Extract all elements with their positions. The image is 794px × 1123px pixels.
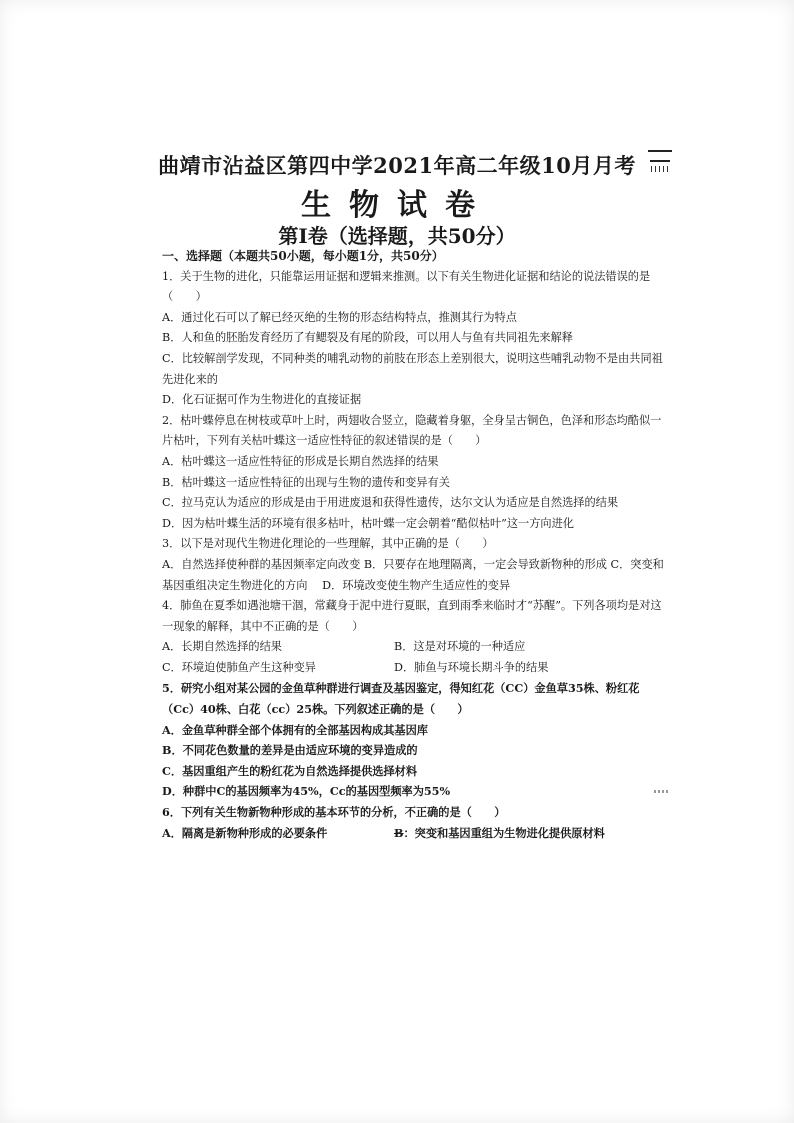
q1-option-a: A．通过化石可以了解已经灭绝的生物的形态结构特点，推测其行为特点 (162, 310, 517, 324)
q3-stem: 3．以下是对现代生物进化理论的一些理解，其中正确的是（ ） (162, 537, 494, 551)
q1-option-c: C．比较解剖学发现，不同种类的哺乳动物的前肢在形态上差别很大，说明这些哺乳动物不是由共同祖先进化来的 (162, 351, 663, 386)
q2-option-d: D．因为枯叶蝶生活的环境有很多枯叶，枯叶蝶一定会朝着“酷似枯叶”这一方向进化 (162, 516, 574, 530)
q6-option-b-prefix: B (394, 825, 404, 840)
q5-option-a: A．金鱼草种群全部个体拥有的全部基因构成其基因库 (162, 722, 428, 737)
q5-option-c: C．基因重组产生的粉红花为自然选择提供选择材料 (162, 763, 418, 778)
q4-option-c: C．环境迫使肺鱼产生这种变异 (162, 660, 316, 674)
q6-stem: 6．下列有关生物新物种形成的基本环节的分析，不正确的是（ ） (162, 805, 506, 820)
q4-stem: 4．肺鱼在夏季如遇池塘干涸，常藏身于泥中进行夏眠，直到雨季来临时才“苏醒”。下列各项均是对这一现象的解释，其中不正确的是（ ） (162, 599, 662, 633)
q1-option-d: D．化石证据可作为生物进化的直接证据 (162, 393, 362, 407)
section-heading: 一、选择题（本题共50小题，每小题1分，共50分） (162, 249, 444, 263)
school-exam-title: 曲靖市沾益区第四中学2021年高二年级10月月考 (158, 153, 636, 178)
q4-options-row-1 (162, 637, 667, 658)
q6-option-a: A．隔离是新物种形成的必要条件 (162, 825, 328, 840)
part-title: 第Ⅰ卷（选择题，共50分） (278, 224, 516, 248)
q5-stem: 5．研究小组对某公园的金鱼草种群进行调查及基因鉴定，得知红花（CC）金鱼草35株、粉红花（Cc）40株、白花（cc）25株。下列叙述正确的是（ ） (162, 681, 640, 717)
q2-option-a: A．枯叶蝶这一适应性特征的形成是长期自然选择的结果 (162, 454, 439, 468)
q4-option-a: A．长期自然选择的结果 (162, 640, 282, 654)
q4-options-row-2 (162, 658, 667, 679)
q2-option-b: B．枯叶蝶这一适应性特征的出现与生物的遗传和变异有关 (162, 475, 450, 489)
q4-option-b: B．这是对环境的一种适应 (394, 640, 526, 654)
q1-option-b: B．人和鱼的胚胎发育经历了有鳃裂及有尾的阶段，可以用人与鱼有共同祖先来解释 (162, 331, 573, 345)
question-body (162, 246, 667, 843)
q6-option-b: ：突变和基因重组为生物进化提供原材料 (403, 825, 605, 840)
q5-option-b: B．不同花色数量的差异是由适应环境的变异造成的 (162, 743, 418, 758)
subject-title: 生物试卷 (301, 188, 493, 223)
q4-option-d: D．肺鱼与环境长期斗争的结果 (394, 660, 549, 674)
q6-options-row (162, 823, 667, 844)
q1-stem: 1．关于生物的进化，只能靠运用证据和逻辑来推测。以下有关生物进化证据和结论的说法错误的是（ ） (162, 269, 651, 304)
q2-option-c: C．拉马克认为适应的形成是由于用进废退和获得性遗传，达尔文认为适应是自然选择的结果 (162, 496, 619, 510)
q3-options: A．自然选择使种群的基因频率定向改变 B．只要存在地理隔离，一定会导致新物种的形成 C．突变和基因重组决定生物进化的方向 D．环境改变使生物产生适应性的变异 (162, 557, 664, 592)
q5-option-d: D．种群中C的基因频率为45%，Cc的基因型频率为55% (162, 784, 451, 799)
q6-option-b-wrap (394, 823, 605, 844)
q2-stem: 2．枯叶蝶停息在树枝或草叶上时，两翅收合竖立，隐藏着身躯，全身呈古铜色，色泽和形态均酷似一片枯叶，下列有关枯叶蝶这一适应性特征的叙述错误的是（ ） (162, 413, 662, 448)
